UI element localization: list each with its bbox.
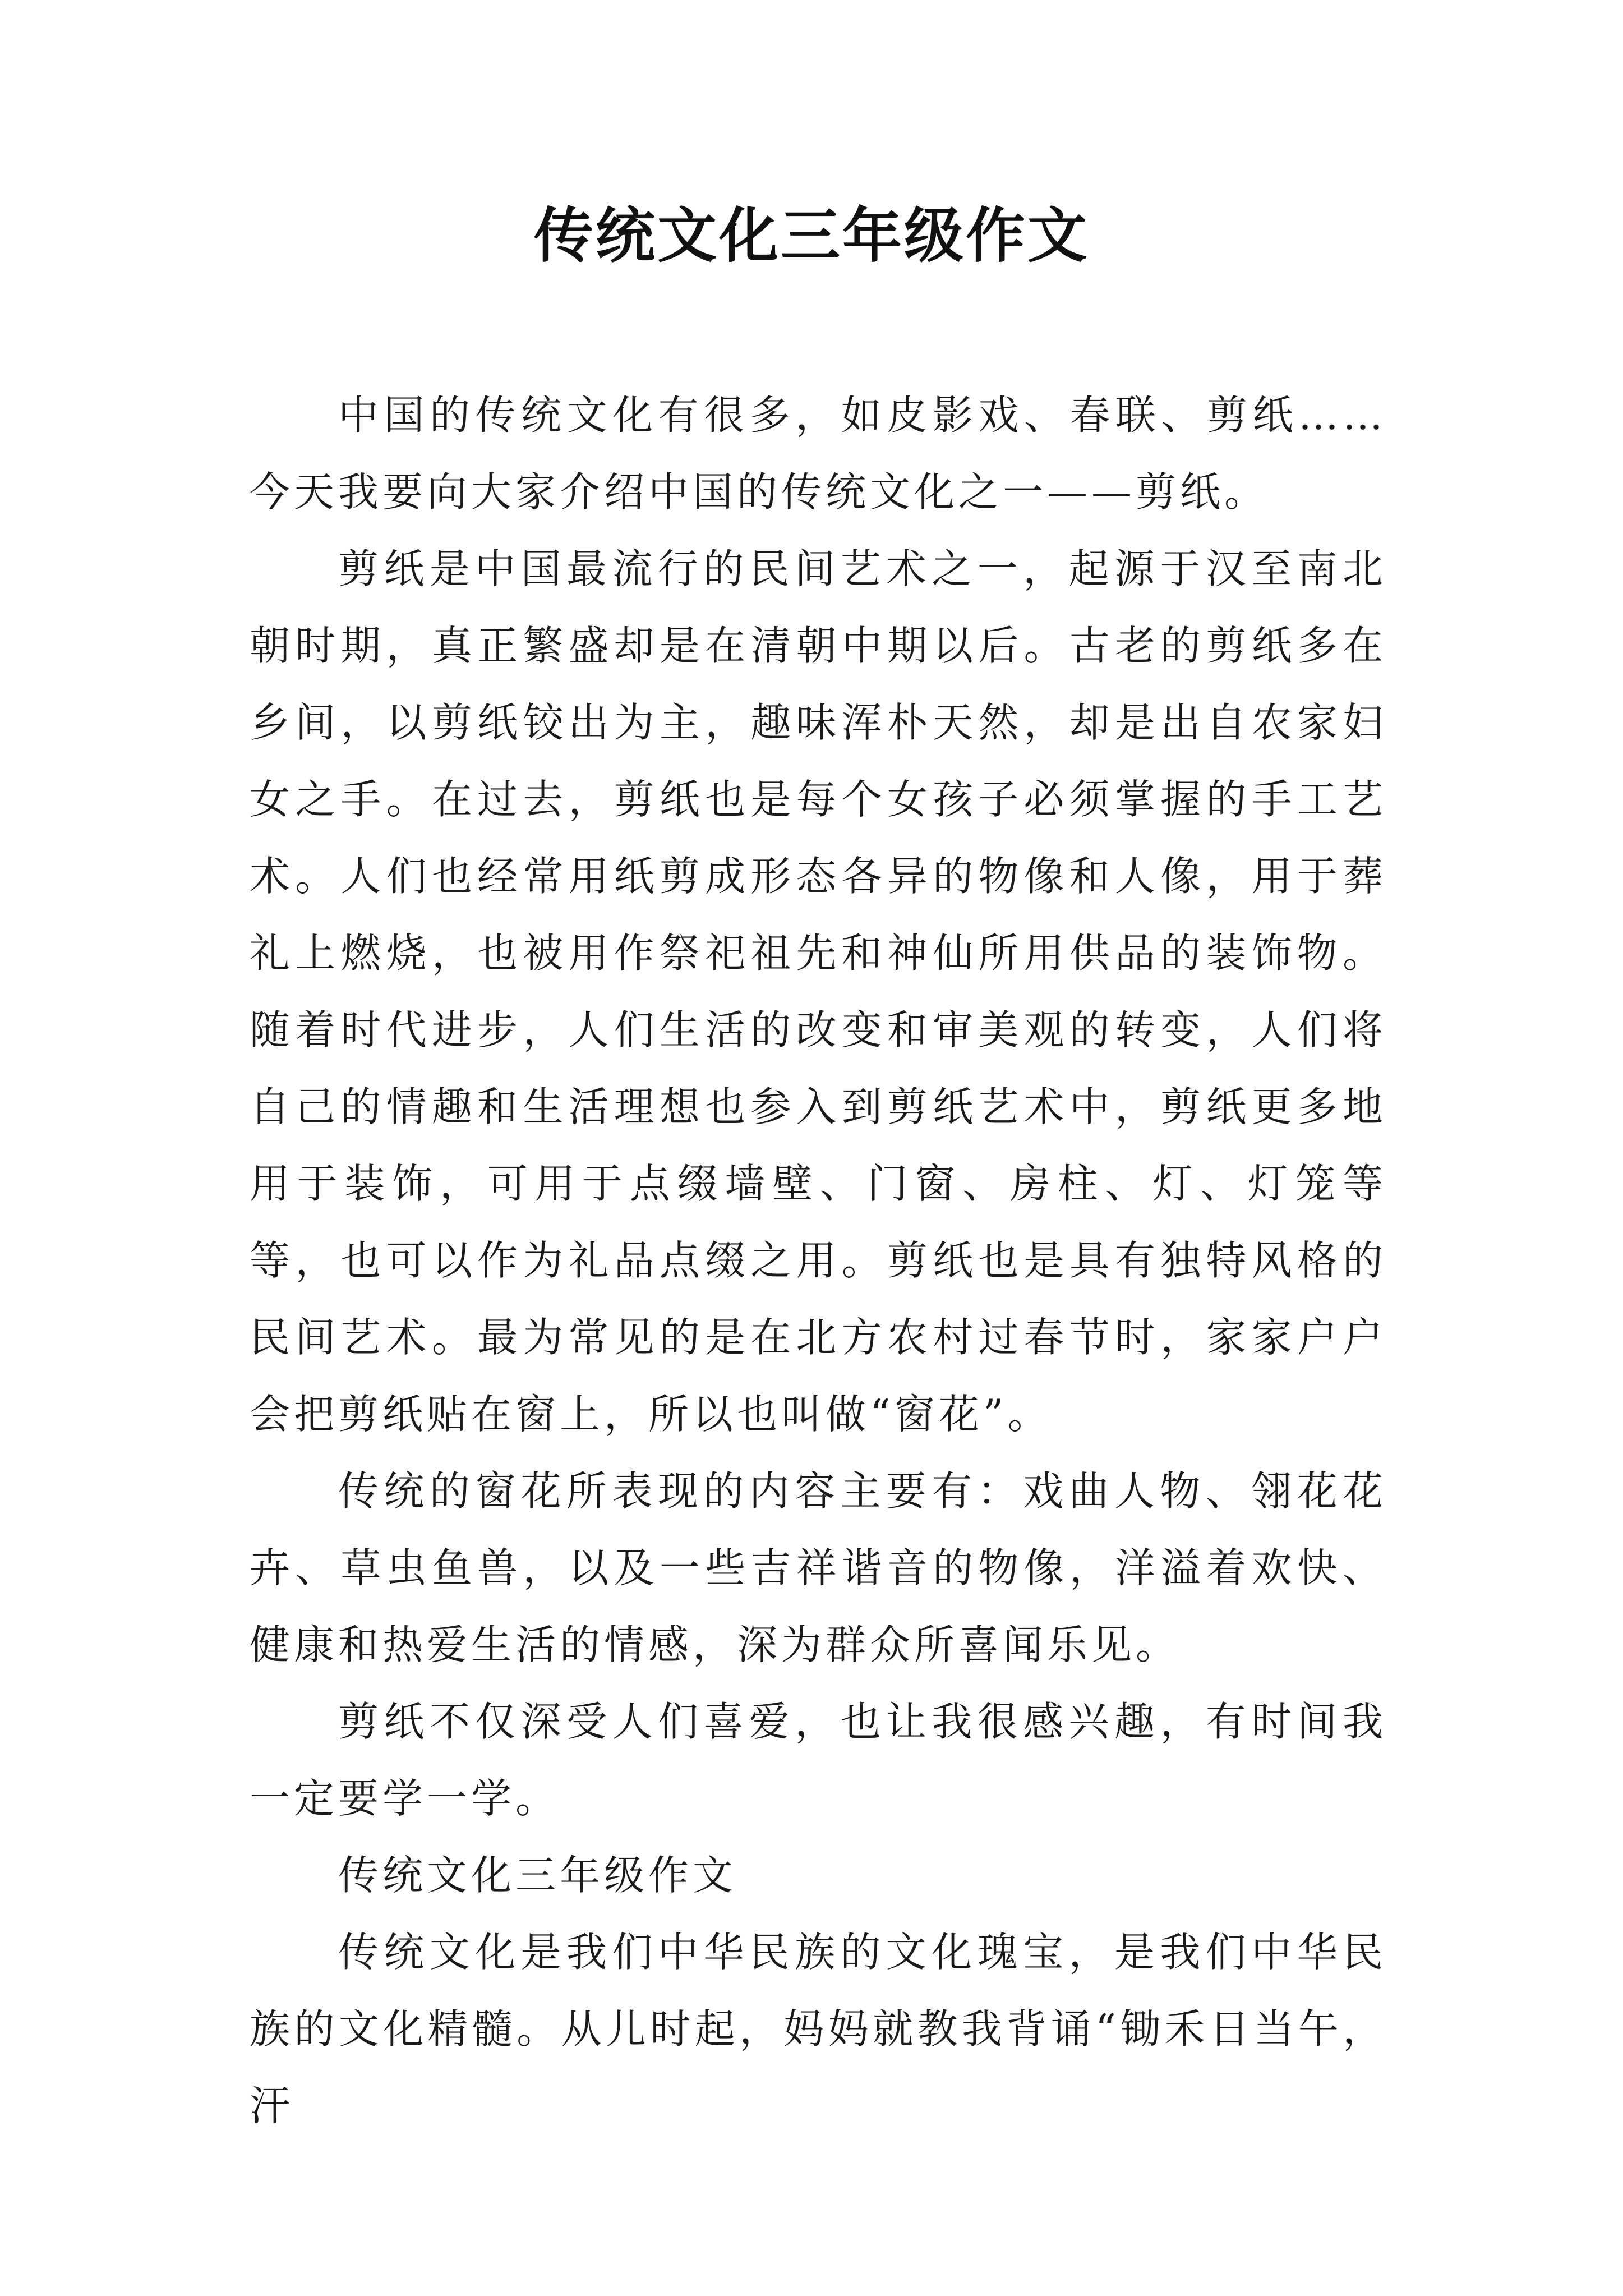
paragraph-window-flowers: 传统的窗花所表现的内容主要有：戏曲人物、翎花花卉、草虫鱼兽，以及一些吉祥谐音的物像，洋溢着欢快、健康和热爱生活的情感，深为群众所喜闻乐见。 bbox=[250, 1467, 1387, 1668]
paragraph-conclusion: 剪纸不仅深受人们喜爱，也让我很感兴趣，有时间我一定要学一学。 bbox=[250, 1698, 1387, 1822]
document-title: 传统文化三年级作文 bbox=[534, 200, 1089, 270]
paragraph-history: 剪纸是中国最流行的民间艺术之一，起源于汉至南北朝时期，真正繁盛却是在清朝中期以后。古老的剪纸多在乡间，以剪纸铰出为主，趣味浑朴天然，却是出自农家妇女之手。在过去，剪纸也是每个女孩子必须掌握的手工艺术。人们也经常用纸剪成形态各异的物像和人像，用于葬礼上燃烧，也被用作祭祀祖先和神仙所用供品的装饰物。随着时代进步，人们生活的改变和审美观的转变，人们将自己的情趣和生活理想也参入到剪纸艺术中，剪纸更多地用于装饰，可用于点缀墙壁、门窗、房柱、灯、灯笼等等，也可以作为礼品点缀之用。剪纸也是具有独特风格的民间艺术。最为常见的是在北方农村过春节时，家家户户会把剪纸贴在窗上，所以也叫做“窗花”。 bbox=[250, 545, 1387, 1438]
paragraph-second-essay: 传统文化是我们中华民族的文化瑰宝，是我们中华民族的文化精髓。从儿时起，妈妈就教我背诵“锄禾日当午，汗 bbox=[250, 1929, 1387, 2129]
paragraph-second-title: 传统文化三年级作文 bbox=[338, 1852, 737, 1899]
paragraph-intro: 中国的传统文化有很多，如皮影戏、春联、剪纸……今天我要向大家介绍中国的传统文化之一——剪纸。 bbox=[250, 392, 1387, 516]
document-body bbox=[250, 377, 1387, 2145]
